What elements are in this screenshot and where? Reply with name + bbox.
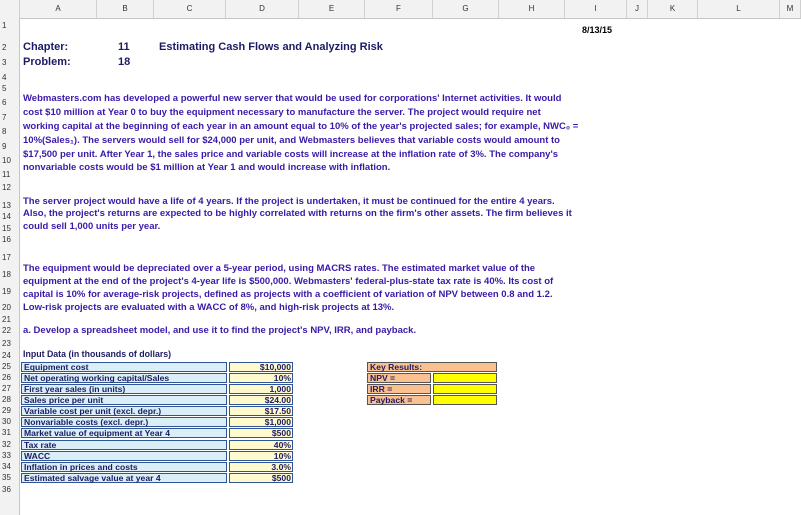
- input-value: $500: [271, 473, 291, 483]
- row-header[interactable]: 7: [2, 113, 7, 122]
- row-header[interactable]: 19: [2, 287, 11, 296]
- column-header-l[interactable]: L: [698, 0, 780, 18]
- input-value: 10%: [273, 373, 291, 383]
- row-header[interactable]: 23: [2, 339, 11, 348]
- input-value: $17.50: [264, 406, 291, 416]
- key-results-payback-value[interactable]: [433, 395, 497, 405]
- row-header[interactable]: 35: [2, 473, 11, 482]
- row-header[interactable]: 16: [2, 235, 11, 244]
- row-header[interactable]: 12: [2, 183, 11, 192]
- column-header-h[interactable]: H: [499, 0, 565, 18]
- input-label: WACC: [24, 451, 51, 461]
- chapter-number[interactable]: 11: [118, 41, 130, 53]
- problem-text-line: equipment at the end of the project's 4-year life is $500,000. Webmasters' federal-plus-state tax rate is 40%. Its cost of: [23, 276, 554, 287]
- input-data-header: Input Data (in thousands of dollars): [23, 349, 172, 359]
- row-header[interactable]: 26: [2, 373, 11, 382]
- input-value: $10,000: [259, 362, 291, 372]
- problem-text-line: Also, the project's returns are expected to be highly correlated with returns on the firm's other assets. The firm believes it: [23, 208, 572, 219]
- select-all-corner[interactable]: [0, 0, 20, 18]
- column-header-e[interactable]: E: [299, 0, 365, 18]
- row-header[interactable]: 34: [2, 462, 11, 471]
- row-header[interactable]: 6: [2, 98, 7, 107]
- row-header[interactable]: 31: [2, 428, 11, 437]
- row-header[interactable]: 36: [2, 485, 11, 494]
- input-label: Equipment cost: [24, 362, 89, 372]
- input-value: 40%: [273, 440, 291, 450]
- input-value: 10%: [273, 451, 291, 461]
- input-value: 1,000: [269, 384, 291, 394]
- column-header-g[interactable]: G: [433, 0, 499, 18]
- row-header[interactable]: 9: [2, 142, 7, 151]
- problem-text-line: nonvariable costs would be $1 million at Year 1 and would increase with inflation.: [23, 162, 391, 173]
- row-header[interactable]: 25: [2, 362, 11, 371]
- input-label: Estimated salvage value at year 4: [24, 473, 161, 483]
- input-label: Market value of equipment at Year 4: [24, 428, 170, 438]
- input-label: Tax rate: [24, 440, 57, 450]
- column-header-c[interactable]: C: [154, 0, 226, 18]
- row-header[interactable]: 28: [2, 395, 11, 404]
- row-header[interactable]: 2: [2, 43, 7, 52]
- problem-text-line: working capital at the beginning of each year in an amount equal to 10% of the year's projected sales; for example, NWC₀ =: [23, 121, 579, 132]
- column-header-m[interactable]: M: [780, 0, 801, 18]
- row-header[interactable]: 29: [2, 406, 11, 415]
- row-header[interactable]: 22: [2, 326, 11, 335]
- row-header[interactable]: 10: [2, 156, 11, 165]
- key-results-payback-label[interactable]: Payback =: [367, 395, 431, 405]
- problem-text-line: The server project would have a life of 4 years. If the project is undertaken, it must be continued for the entire 4 years.: [23, 196, 555, 207]
- input-value: $24.00: [264, 395, 291, 405]
- date-cell[interactable]: 8/13/15: [582, 25, 613, 35]
- key-results-irr-value[interactable]: [433, 384, 497, 394]
- row-header[interactable]: 20: [2, 303, 11, 312]
- row-header[interactable]: 5: [2, 84, 7, 93]
- problem-text-line: Webmasters.com has developed a powerful new server that would be used for corporations' Internet activities. It would: [23, 93, 562, 104]
- chapter-title: Estimating Cash Flows and Analyzing Risk: [159, 41, 383, 53]
- key-results-npv-label[interactable]: NPV =: [367, 373, 431, 383]
- problem-text-line: capital is 10% for average-risk projects, defined as projects with a coefficient of variation of NPV between 0.8 and 1.2.: [23, 289, 553, 300]
- key-results-npv-value[interactable]: [433, 373, 497, 383]
- problem-text-line: $17,500 per unit. After Year 1, the sales price and variable costs will increase at the inflation rate of 3%. The company's: [23, 149, 558, 160]
- column-header-k[interactable]: K: [648, 0, 698, 18]
- row-header[interactable]: 30: [2, 417, 11, 426]
- row-header[interactable]: 8: [2, 127, 7, 136]
- question-a: a. Develop a spreadsheet model, and use it to find the project's NPV, IRR, and payback.: [23, 325, 417, 336]
- problem-number[interactable]: 18: [118, 56, 131, 68]
- row-header[interactable]: 14: [2, 212, 11, 221]
- input-label: Sales price per unit: [24, 395, 104, 405]
- column-header-d[interactable]: D: [226, 0, 299, 18]
- input-value: 3.0%: [271, 462, 291, 472]
- row-header[interactable]: 21: [2, 315, 11, 324]
- row-header[interactable]: 4: [2, 73, 7, 82]
- row-header[interactable]: 27: [2, 384, 11, 393]
- problem-text-line: The equipment would be depreciated over a 5-year period, using MACRS rates. The estimated market value of the: [23, 263, 536, 274]
- input-label: First year sales (in units): [24, 384, 126, 394]
- problem-text-line: could sell 1,000 units per year.: [23, 221, 161, 232]
- input-label: Net operating working capital/Sales: [24, 373, 170, 383]
- column-header-i[interactable]: I: [565, 0, 627, 18]
- row-header[interactable]: 24: [2, 351, 11, 360]
- input-value: $1,000: [264, 417, 291, 427]
- column-header-f[interactable]: F: [365, 0, 433, 18]
- row-header[interactable]: 17: [2, 253, 11, 262]
- column-header-a[interactable]: A: [20, 0, 97, 18]
- row-header[interactable]: 13: [2, 201, 11, 210]
- problem-text-line: Low-risk projects are evaluated with a WACC of 8%, and high-risk projects at 13%.: [23, 302, 395, 313]
- input-label-cell[interactable]: [21, 451, 227, 461]
- problem-text-line: cost $10 million at Year 0 to buy the equipment necessary to manufacture the server. The project would require net: [23, 107, 541, 118]
- column-header-j[interactable]: J: [627, 0, 648, 18]
- key-results-irr-label[interactable]: IRR =: [367, 384, 431, 394]
- column-header-b[interactable]: B: [97, 0, 154, 18]
- row-header[interactable]: 11: [2, 170, 11, 179]
- row-header[interactable]: 33: [2, 451, 11, 460]
- problem-text-line: 10%(Sales₁). The servers would sell for $24,000 per unit, and Webmasters believes that variable costs would amount to: [23, 135, 560, 146]
- problem-label: Problem:: [23, 56, 71, 68]
- input-value: $500: [271, 428, 291, 438]
- input-label: Variable cost per unit (excl. depr.): [24, 406, 162, 416]
- input-label: Nonvariable costs (excl. depr.): [24, 417, 149, 427]
- row-header[interactable]: 18: [2, 270, 11, 279]
- row-header[interactable]: 15: [2, 224, 11, 233]
- key-results-title[interactable]: Key Results:: [367, 362, 497, 372]
- row-header[interactable]: 32: [2, 440, 11, 449]
- column-header-bar: [0, 0, 801, 19]
- row-header[interactable]: 1: [2, 21, 7, 30]
- input-label: Inflation in prices and costs: [24, 462, 138, 472]
- row-header[interactable]: 3: [2, 58, 7, 67]
- chapter-label: Chapter:: [23, 41, 69, 53]
